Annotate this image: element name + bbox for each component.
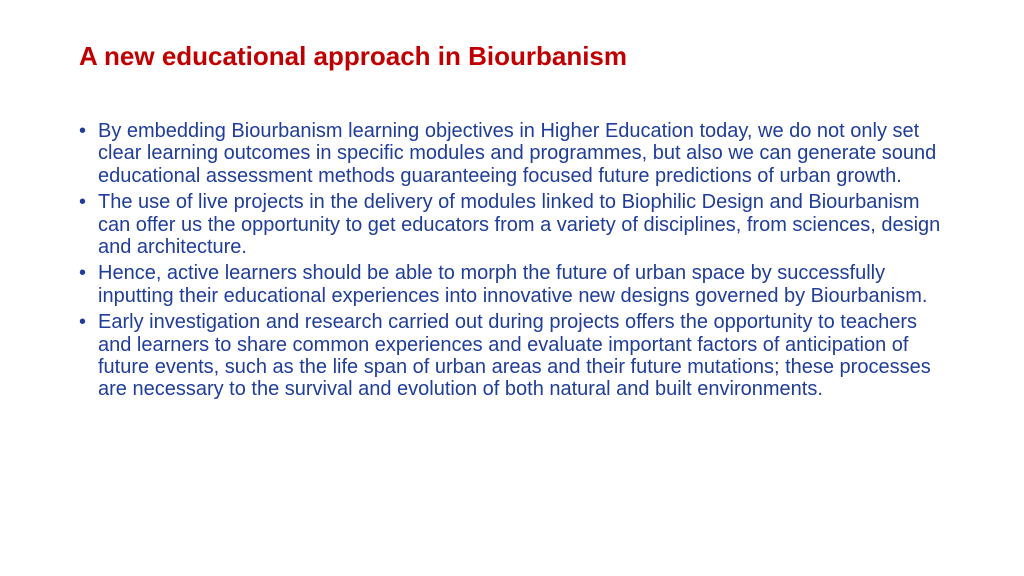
bullet-marker: •: [79, 120, 87, 142]
bullet-item: [79, 120, 949, 187]
bullet-item: [79, 311, 949, 401]
bullet-marker: •: [79, 191, 87, 214]
bullet-text: Hence, active learners should be able to morph the future of urban space by successfully inputting their educational experiences into innovative new designs governed by Biourbanism.: [98, 262, 928, 307]
bullet-marker: •: [79, 262, 87, 285]
bullet-list: [79, 120, 949, 405]
bullet-marker: •: [79, 311, 87, 334]
slide-title: A new educational approach in Biourbanism: [79, 41, 628, 71]
bullet-item: [79, 262, 949, 307]
bullet-text: The use of live projects in the delivery of modules linked to Biophilic Design and Biourbanism can offer us the opportunity to get educators from a variety of disciplines, from sciences, design and architecture.: [98, 191, 941, 259]
bullet-item: [79, 191, 949, 258]
bullet-text: By embedding Biourbanism learning objectives in Higher Education today, we do not only set clear learning outcomes in specific modules and programmes, but also we can generate sound educational assessment methods guaranteeing focused future predictions of urban growth.: [98, 120, 937, 187]
bullet-text: Early investigation and research carried out during projects offers the opportunity to teachers and learners to share common experiences and evaluate important factors of anticipation of future events, such as the life span of urban areas and their future mutations; these processes are necessary to the survival and evolution of both natural and built environments.: [98, 311, 931, 401]
